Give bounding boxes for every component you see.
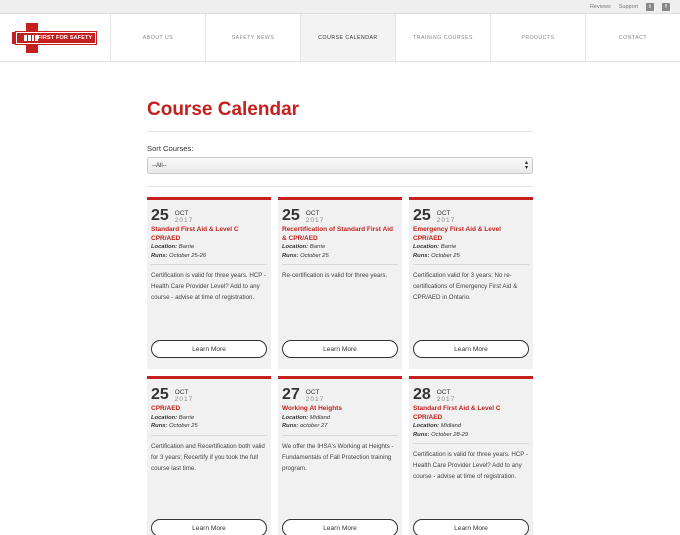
course-description: Certification is valid for three years. HCP - Health Care Provider Level? Add to any course - advise at time of registration. xyxy=(413,451,529,480)
course-date xyxy=(413,387,529,403)
twitter-icon[interactable]: t xyxy=(646,3,654,11)
course-location: Location: Barrie xyxy=(282,244,326,250)
course-month: OCT xyxy=(174,389,189,396)
main-nav xyxy=(110,14,680,61)
card-divider xyxy=(282,264,398,265)
course-location: Location: Barrie xyxy=(151,414,195,421)
course-location: Location: Midland xyxy=(413,423,462,429)
course-title[interactable]: Emergency First Aid & Level CPR/AED xyxy=(413,226,501,242)
course-title[interactable]: Standard First Aid & Level C CPR/AED xyxy=(151,226,239,242)
card-divider xyxy=(413,264,529,265)
learn-more-button[interactable]: Learn More xyxy=(151,519,267,535)
learn-more-button[interactable]: Learn More xyxy=(413,340,529,358)
facebook-icon[interactable]: f xyxy=(662,3,670,11)
course-runs: Runs: October 28-29 xyxy=(413,431,469,438)
nav-products[interactable]: PRODUCTS xyxy=(490,14,585,61)
course-description: Certification is valid for three years. HCP - Health Care Provider Level? Add to any course - advise at time of registration. xyxy=(151,272,267,301)
course-runs: Runs: October 25 xyxy=(282,252,329,259)
sort-selected-value: --All-- xyxy=(152,162,167,169)
divider xyxy=(147,186,533,187)
course-runs: Runs: October 25 xyxy=(151,423,198,429)
course-year: 2017 xyxy=(305,395,325,403)
logo-link[interactable] xyxy=(0,14,110,61)
nav-contact[interactable]: CONTACT xyxy=(585,14,680,61)
course-day: 25 xyxy=(282,207,300,224)
course-day: 28 xyxy=(413,386,431,403)
course-card xyxy=(278,376,402,535)
learn-more-button[interactable]: Learn More xyxy=(413,519,529,535)
course-day: 25 xyxy=(151,386,169,403)
learn-more-button[interactable]: Learn More xyxy=(282,340,398,358)
course-month: OCT xyxy=(436,389,451,396)
course-day: 25 xyxy=(151,207,169,224)
course-year: 2017 xyxy=(174,216,194,224)
card-divider xyxy=(151,264,267,265)
reviews-link[interactable]: Reviews xyxy=(589,3,611,10)
course-runs: Runs: october 27 xyxy=(282,423,328,429)
card-divider xyxy=(282,435,398,436)
nav-safety-news[interactable]: SAFETY NEWS xyxy=(205,14,300,61)
course-date xyxy=(282,387,398,403)
course-month: OCT xyxy=(305,389,320,396)
course-location: Location: Barrie xyxy=(151,244,195,250)
course-month: OCT xyxy=(174,210,189,217)
logo: FIRST FOR SAFETY xyxy=(12,23,96,53)
course-description: Certification valid for 3 years; No re-certifications of Emergency First Aid & CPR/AED in Ontario. xyxy=(413,272,518,301)
course-day: 25 xyxy=(413,207,431,224)
course-grid xyxy=(147,197,533,535)
course-title[interactable]: Standard First Aid & Level C CPR/AED xyxy=(413,405,501,421)
course-card xyxy=(147,197,271,369)
utility-bar xyxy=(0,0,680,14)
course-card xyxy=(278,197,402,369)
card-divider xyxy=(151,435,267,436)
course-date xyxy=(413,208,529,224)
course-card xyxy=(409,197,533,369)
nav-training-courses[interactable]: TRAINING COURSES xyxy=(395,14,490,61)
learn-more-button[interactable]: Learn More xyxy=(151,340,267,358)
course-date xyxy=(151,387,267,403)
course-runs: Runs: October 25 xyxy=(413,252,460,259)
page-title: Course Calendar xyxy=(147,99,533,132)
learn-more-button[interactable]: Learn More xyxy=(282,519,398,535)
course-location: Location: Midland xyxy=(282,414,331,421)
site-header xyxy=(0,14,680,62)
course-day: 27 xyxy=(282,386,300,403)
nav-course-calendar[interactable]: COURSE CALENDAR xyxy=(300,14,395,61)
card-divider xyxy=(413,443,529,444)
course-card xyxy=(147,376,271,535)
course-description: We offer the IHSA's Working at Heights - Fundamentals of Fall Protection training program. xyxy=(282,442,394,472)
select-arrows-icon: ▴ ▾ xyxy=(524,159,528,171)
course-year: 2017 xyxy=(436,216,456,224)
course-location: Location: Barrie xyxy=(413,244,457,250)
course-title[interactable]: Working At Heights xyxy=(282,405,342,412)
course-card xyxy=(409,376,533,535)
sort-courses-select[interactable] xyxy=(147,157,533,174)
course-month: OCT xyxy=(436,210,451,217)
course-runs: Runs: October 25-26 xyxy=(151,252,207,259)
course-description: Re-certification is valid for three years. xyxy=(282,272,388,279)
course-month: OCT xyxy=(305,210,320,217)
course-year: 2017 xyxy=(174,395,194,403)
nav-about-us[interactable]: ABOUT US xyxy=(110,14,205,61)
support-link[interactable]: Support xyxy=(618,3,638,10)
course-description: Certification and Recertification both valid for 3 years; Recertify if you took the full course last time. xyxy=(151,442,265,472)
course-title[interactable]: CPR/AED xyxy=(151,405,181,412)
course-date xyxy=(151,208,267,224)
main-content xyxy=(147,62,533,535)
course-title[interactable]: Recertification of Standard First Aid & CPR/AED xyxy=(282,226,393,242)
course-year: 2017 xyxy=(305,216,325,224)
course-year: 2017 xyxy=(436,395,456,403)
sort-label: Sort Courses: xyxy=(147,144,194,153)
course-date xyxy=(282,208,398,224)
